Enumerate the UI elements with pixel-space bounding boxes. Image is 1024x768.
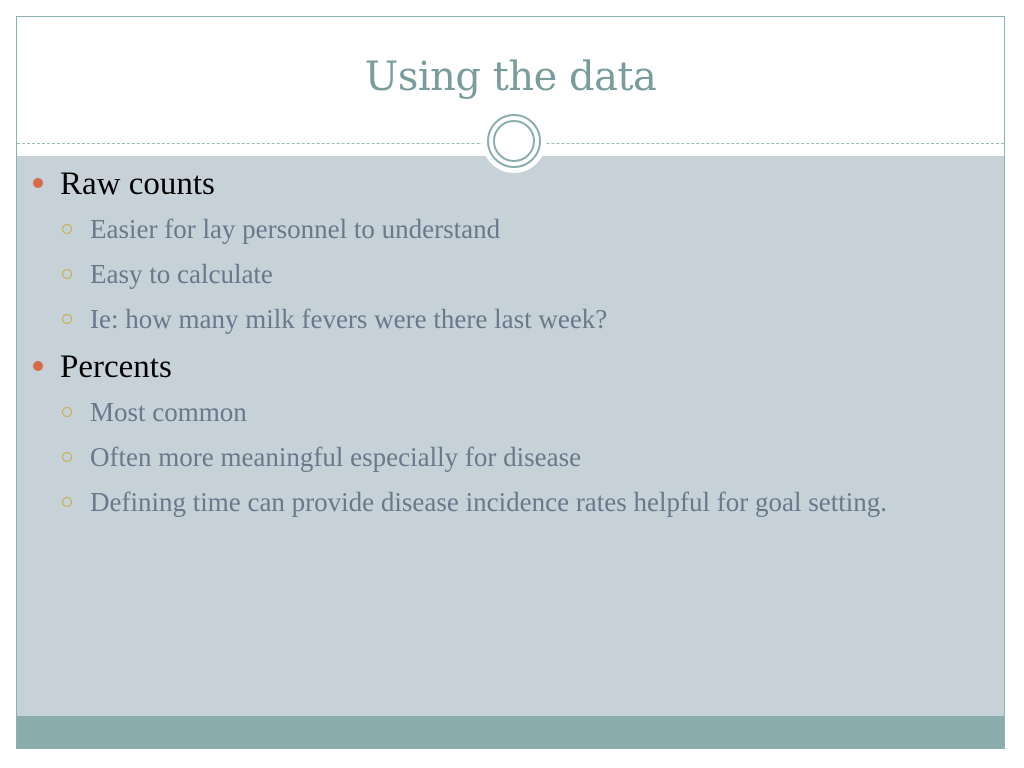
bullet-list (30, 162, 960, 528)
footer-band (17, 716, 1004, 749)
sub-bullet-text: Often more meaningful especially for disease (90, 442, 582, 472)
hollow-circle-bullet-icon (62, 407, 72, 417)
sub-bullet-item (30, 393, 960, 431)
bullet-group-raw-counts (30, 162, 960, 338)
sub-bullet-item (30, 255, 960, 293)
filled-circle-bullet-icon (33, 178, 43, 188)
bullet-text: Raw counts (60, 166, 215, 202)
hollow-circle-bullet-icon (62, 497, 72, 507)
sub-bullet-item (30, 210, 960, 248)
bullet-item (30, 162, 960, 206)
sub-bullet-item (30, 438, 960, 476)
hollow-circle-bullet-icon (62, 224, 72, 234)
sub-bullet-text: Ie: how many milk fevers were there last week? (90, 304, 608, 334)
bullet-group-percents (30, 345, 960, 521)
hollow-circle-bullet-icon (62, 269, 72, 279)
sub-bullet-item (30, 300, 960, 338)
filled-circle-bullet-icon (33, 361, 43, 371)
bullet-item (30, 345, 960, 389)
hollow-circle-bullet-icon (62, 452, 72, 462)
sub-bullet-text: Easier for lay personnel to understand (90, 214, 501, 244)
sub-bullet-text: Easy to calculate (90, 259, 273, 289)
slide-title: Using the data (364, 54, 657, 100)
bullet-text: Percents (60, 349, 172, 385)
sub-bullet-text: Most common (90, 397, 247, 427)
sub-bullet-item (30, 483, 960, 521)
hollow-circle-bullet-icon (62, 314, 72, 324)
sub-bullet-text: Defining time can provide disease incidence rates helpful for goal setting. (90, 487, 887, 517)
